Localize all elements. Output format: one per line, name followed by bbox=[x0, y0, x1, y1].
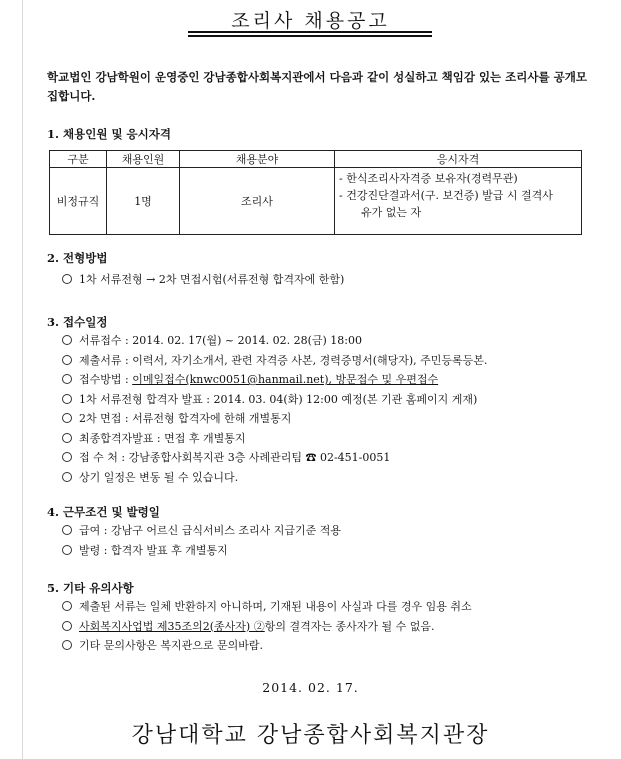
section-4-heading: 4. 근무조건 및 발령일 bbox=[47, 505, 160, 519]
recruitment-table bbox=[49, 150, 582, 235]
page-title: 조리사 채용공고 bbox=[231, 10, 390, 32]
job-field-cell: 조리사 bbox=[180, 168, 335, 235]
circle-bullet-icon bbox=[62, 274, 72, 284]
section-3-list bbox=[62, 331, 487, 487]
table-header-row bbox=[50, 151, 582, 168]
section-3-heading: 3. 접수일정 bbox=[47, 315, 108, 329]
circle-bullet-icon bbox=[62, 335, 72, 345]
list-item: 제출서류 : 이력서, 자기소개서, 관련 자격증 사본, 경력증명서(해당자), 주민등록등본. bbox=[62, 351, 487, 371]
qualification-line: - 건강진단결과서(구. 보건증) 발급 시 결격사 bbox=[339, 189, 553, 202]
circle-bullet-icon bbox=[62, 355, 72, 365]
circle-bullet-icon bbox=[62, 413, 72, 423]
list-item: 기타 문의사항은 복지관으로 문의바람. bbox=[62, 636, 472, 656]
employment-type-cell: 비정규직 bbox=[50, 168, 107, 235]
qualification-line: - 한식조리사자격증 보유자(경력무관) bbox=[339, 172, 518, 185]
list-item: 1차 서류전형 합격자 발표 : 2014. 03. 04(화) 12:00 예정(본 기관 홈페이지 게재) bbox=[62, 390, 487, 410]
submission-method-link[interactable]: 이메일접수(knwc0051@hanmail.net), 방문접수 및 우편접수 bbox=[132, 373, 439, 386]
law-reference: 사회복지사업법 제35조의2(종사자) ② bbox=[79, 619, 265, 633]
list-item: 사회복지사업법 제35조의2(종사자) ②항의 결격자는 종사자가 될 수 없음. bbox=[62, 617, 472, 637]
circle-bullet-icon bbox=[62, 472, 72, 482]
margin-line bbox=[22, 0, 23, 759]
table-header-cell: 구분 bbox=[50, 151, 107, 168]
table-row bbox=[50, 168, 582, 235]
section-1-heading: 1. 채용인원 및 응시자격 bbox=[47, 127, 171, 141]
table-header-cell: 채용인원 bbox=[107, 151, 180, 168]
list-item: 급여 : 강남구 어르신 급식서비스 조리사 지급기준 적용 bbox=[62, 521, 341, 541]
qualification-cell bbox=[335, 168, 582, 235]
title-block bbox=[0, 6, 621, 33]
circle-bullet-icon bbox=[62, 433, 72, 443]
list-item: 상기 일정은 변동 될 수 있습니다. bbox=[62, 468, 487, 488]
list-item: 접 수 처 : 강남종합사회복지관 3층 사례관리팀 ☎ 02-451-0051 bbox=[62, 448, 487, 468]
document-date: 2014. 02. 17. bbox=[262, 680, 359, 695]
list-item: 1차 서류전형 → 2차 면접시험(서류전형 합격자에 한함) bbox=[62, 270, 344, 290]
list-item: 발령 : 합격자 발표 후 개별통지 bbox=[62, 541, 341, 561]
title-double-underline bbox=[188, 31, 432, 37]
intro-paragraph: 학교법인 강남학원이 운영중인 강남종합사회복지관에서 다음과 같이 성실하고 책임감 있는 조리사를 공개모집합니다. bbox=[47, 70, 587, 103]
circle-bullet-icon bbox=[62, 621, 72, 631]
qualification-line: 유가 없는 자 bbox=[361, 206, 422, 219]
section-4-list bbox=[62, 521, 341, 560]
section-5-heading: 5. 기타 유의사항 bbox=[47, 581, 134, 595]
circle-bullet-icon bbox=[62, 640, 72, 650]
circle-bullet-icon bbox=[62, 545, 72, 555]
section-5-list bbox=[62, 597, 472, 656]
list-item: 서류접수 : 2014. 02. 17(월) ~ 2014. 02. 28(금) 18:00 bbox=[62, 331, 487, 351]
circle-bullet-icon bbox=[62, 394, 72, 404]
circle-bullet-icon bbox=[62, 601, 72, 611]
list-item: 최종합격자발표 : 면접 후 개별통지 bbox=[62, 429, 487, 449]
section-2-heading: 2. 전형방법 bbox=[47, 251, 108, 265]
circle-bullet-icon bbox=[62, 525, 72, 535]
list-item: 접수방법 : 이메일접수(knwc0051@hanmail.net), 방문접수 및 우편접수 bbox=[62, 370, 487, 390]
section-2-list bbox=[62, 270, 344, 290]
list-item: 제출된 서류는 일체 반환하지 아니하며, 기재된 내용이 사실과 다를 경우 임용 취소 bbox=[62, 597, 472, 617]
signature-line: 강남대학교 강남종합사회복지관장 bbox=[131, 723, 490, 748]
circle-bullet-icon bbox=[62, 452, 72, 462]
list-item: 2차 면접 : 서류전형 합격자에 한해 개별통지 bbox=[62, 409, 487, 429]
table-header-cell: 응시자격 bbox=[335, 151, 582, 168]
circle-bullet-icon bbox=[62, 374, 72, 384]
table-header-cell: 채용분야 bbox=[180, 151, 335, 168]
headcount-cell: 1명 bbox=[107, 168, 180, 235]
